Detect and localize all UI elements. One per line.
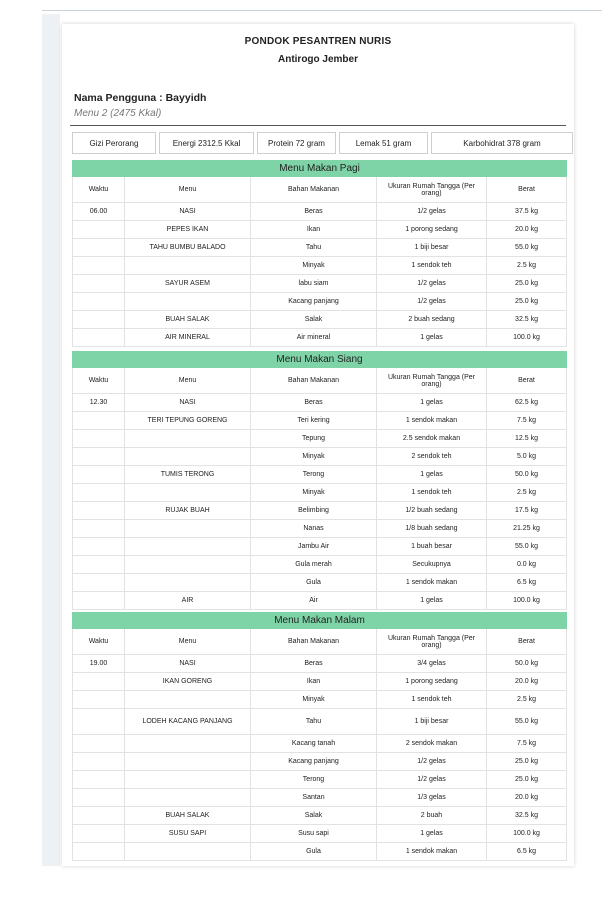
table-row <box>73 807 567 825</box>
table-row <box>73 329 567 347</box>
cell-ingredient: Air mineral <box>251 329 377 347</box>
meal-title-band <box>73 613 567 629</box>
table-row <box>73 203 567 221</box>
cell-time <box>73 502 125 520</box>
cell-menu <box>125 735 251 753</box>
cell-ingredient: Minyak <box>251 484 377 502</box>
column-header: Bahan Makanan <box>251 177 377 203</box>
table-row <box>73 789 567 807</box>
table-row <box>73 221 567 239</box>
cell-weight: 62.5 kg <box>487 394 567 412</box>
cell-ingredient: Kacang panjang <box>251 293 377 311</box>
column-header-row <box>73 177 567 203</box>
cell-portion: 1/2 gelas <box>377 203 487 221</box>
cell-portion: 1 gelas <box>377 466 487 484</box>
table-row <box>73 239 567 257</box>
meal-title: Menu Makan Pagi <box>73 161 567 177</box>
cell-weight: 32.5 kg <box>487 807 567 825</box>
cell-weight: 25.0 kg <box>487 771 567 789</box>
cell-ingredient: Terong <box>251 771 377 789</box>
cell-weight: 5.0 kg <box>487 448 567 466</box>
cell-menu: NASI <box>125 203 251 221</box>
cell-time <box>73 825 125 843</box>
cell-weight: 55.0 kg <box>487 239 567 257</box>
cell-ingredient: Terong <box>251 466 377 484</box>
cell-weight: 7.5 kg <box>487 412 567 430</box>
table-row <box>73 412 567 430</box>
cell-portion: 1 porong sedang <box>377 673 487 691</box>
cell-portion: 2 buah <box>377 807 487 825</box>
column-header: Waktu <box>73 177 125 203</box>
table-row <box>73 753 567 771</box>
cell-weight: 25.0 kg <box>487 753 567 771</box>
cell-weight: 2.5 kg <box>487 257 567 275</box>
cell-portion: 1/2 buah sedang <box>377 502 487 520</box>
cell-ingredient: Nanas <box>251 520 377 538</box>
meal-title-band <box>73 352 567 368</box>
table-row <box>73 311 567 329</box>
meal-title: Menu Makan Malam <box>73 613 567 629</box>
table-row <box>73 655 567 673</box>
left-margin <box>42 14 60 866</box>
top-divider <box>42 10 602 11</box>
user-divider <box>70 125 566 126</box>
meal-table-siang <box>72 351 567 610</box>
cell-time <box>73 412 125 430</box>
cell-menu <box>125 257 251 275</box>
cell-menu <box>125 430 251 448</box>
column-header-row <box>73 629 567 655</box>
cell-time <box>73 239 125 257</box>
cell-menu <box>125 556 251 574</box>
cell-portion: 1 gelas <box>377 329 487 347</box>
institution-location: Antirogo Jember <box>277 54 358 65</box>
cell-weight: 100.0 kg <box>487 825 567 843</box>
cell-portion: 1 biji besar <box>377 709 487 735</box>
cell-portion: 1/2 gelas <box>377 771 487 789</box>
cell-ingredient: Tahu <box>251 709 377 735</box>
cell-time <box>73 807 125 825</box>
cell-time <box>73 556 125 574</box>
column-header: Menu <box>125 629 251 655</box>
cell-ingredient: Ikan <box>251 221 377 239</box>
cell-ingredient: Salak <box>251 807 377 825</box>
table-row <box>73 538 567 556</box>
cell-ingredient: Minyak <box>251 257 377 275</box>
cell-time <box>73 221 125 239</box>
cell-time <box>73 329 125 347</box>
cell-time <box>73 574 125 592</box>
cell-ingredient: Ikan <box>251 673 377 691</box>
summary-protein: Protein 72 gram <box>257 132 336 154</box>
cell-menu: TAHU BUMBU BALADO <box>125 239 251 257</box>
cell-time <box>73 430 125 448</box>
table-row <box>73 502 567 520</box>
cell-ingredient: Salak <box>251 311 377 329</box>
cell-weight: 6.5 kg <box>487 843 567 861</box>
cell-portion: 1 sendok makan <box>377 412 487 430</box>
column-header-row <box>73 368 567 394</box>
cell-menu: TERI TEPUNG GORENG <box>125 412 251 430</box>
cell-portion: 2 buah sedang <box>377 311 487 329</box>
cell-ingredient: Kacang panjang <box>251 753 377 771</box>
cell-portion: 2 sendok makan <box>377 735 487 753</box>
meal-table-pagi <box>72 160 567 347</box>
cell-menu: SUSU SAPI <box>125 825 251 843</box>
table-row <box>73 825 567 843</box>
column-header: Ukuran Rumah Tangga (Per orang) <box>377 177 487 203</box>
cell-ingredient: Belimbing <box>251 502 377 520</box>
cell-ingredient: Gula <box>251 574 377 592</box>
cell-ingredient: Beras <box>251 394 377 412</box>
user-name: Nama Pengguna : Bayyidh <box>74 92 207 104</box>
cell-portion: 1/8 buah sedang <box>377 520 487 538</box>
cell-time <box>73 709 125 735</box>
column-header: Waktu <box>73 629 125 655</box>
cell-time <box>73 448 125 466</box>
table-row <box>73 709 567 735</box>
cell-menu: TUMIS TERONG <box>125 466 251 484</box>
column-header: Menu <box>125 177 251 203</box>
meal-title: Menu Makan Siang <box>73 352 567 368</box>
cell-weight: 2.5 kg <box>487 484 567 502</box>
cell-ingredient: Kacang tanah <box>251 735 377 753</box>
cell-portion: 1 gelas <box>377 592 487 610</box>
cell-ingredient: Minyak <box>251 691 377 709</box>
cell-time: 12.30 <box>73 394 125 412</box>
table-row <box>73 466 567 484</box>
cell-weight: 55.0 kg <box>487 538 567 556</box>
cell-time <box>73 484 125 502</box>
cell-portion: 2 sendok teh <box>377 448 487 466</box>
cell-ingredient: Beras <box>251 203 377 221</box>
cell-time <box>73 691 125 709</box>
cell-portion: 2.5 sendok makan <box>377 430 487 448</box>
table-row <box>73 520 567 538</box>
cell-menu <box>125 293 251 311</box>
cell-menu <box>125 771 251 789</box>
column-header: Bahan Makanan <box>251 368 377 394</box>
cell-time <box>73 293 125 311</box>
cell-time <box>73 257 125 275</box>
cell-menu: NASI <box>125 394 251 412</box>
cell-ingredient: Jambu Air <box>251 538 377 556</box>
cell-time <box>73 538 125 556</box>
cell-weight: 32.5 kg <box>487 311 567 329</box>
cell-menu: AIR MINERAL <box>125 329 251 347</box>
cell-time <box>73 275 125 293</box>
summary-fat: Lemak 51 gram <box>339 132 428 154</box>
cell-menu <box>125 789 251 807</box>
cell-portion: 1/3 gelas <box>377 789 487 807</box>
cell-weight: 100.0 kg <box>487 329 567 347</box>
table-row <box>73 556 567 574</box>
column-header: Waktu <box>73 368 125 394</box>
table-row <box>73 673 567 691</box>
cell-weight: 100.0 kg <box>487 592 567 610</box>
cell-weight: 21.25 kg <box>487 520 567 538</box>
cell-portion: 1 porong sedang <box>377 221 487 239</box>
cell-weight: 50.0 kg <box>487 655 567 673</box>
cell-weight: 20.0 kg <box>487 789 567 807</box>
summary-energy: Energi 2312.5 Kkal <box>159 132 254 154</box>
cell-portion: 1 gelas <box>377 825 487 843</box>
table-row <box>73 592 567 610</box>
table-row <box>73 394 567 412</box>
cell-time: 06.00 <box>73 203 125 221</box>
cell-time <box>73 673 125 691</box>
cell-portion: 1 sendok teh <box>377 691 487 709</box>
table-row <box>73 448 567 466</box>
cell-ingredient: Teri kering <box>251 412 377 430</box>
cell-menu: AIR <box>125 592 251 610</box>
table-row <box>73 574 567 592</box>
cell-portion: 1 sendok teh <box>377 484 487 502</box>
table-row <box>73 735 567 753</box>
cell-menu: NASI <box>125 655 251 673</box>
cell-ingredient: Santan <box>251 789 377 807</box>
cell-ingredient: Minyak <box>251 448 377 466</box>
cell-time <box>73 520 125 538</box>
table-row <box>73 293 567 311</box>
nutrition-summary <box>72 132 566 154</box>
cell-portion: 1/2 gelas <box>377 293 487 311</box>
meal-table-malam <box>72 612 567 861</box>
cell-menu <box>125 538 251 556</box>
table-row <box>73 484 567 502</box>
table-row <box>73 430 567 448</box>
table-row <box>73 257 567 275</box>
cell-portion: 1/2 gelas <box>377 275 487 293</box>
cell-weight: 20.0 kg <box>487 673 567 691</box>
cell-menu <box>125 691 251 709</box>
cell-portion: 1 gelas <box>377 394 487 412</box>
column-header: Berat <box>487 629 567 655</box>
cell-portion: 1 buah besar <box>377 538 487 556</box>
cell-time <box>73 771 125 789</box>
cell-menu <box>125 574 251 592</box>
cell-menu <box>125 843 251 861</box>
column-header: Berat <box>487 177 567 203</box>
cell-time <box>73 735 125 753</box>
cell-weight: 12.5 kg <box>487 430 567 448</box>
cell-time <box>73 592 125 610</box>
table-row <box>73 843 567 861</box>
cell-weight: 50.0 kg <box>487 466 567 484</box>
cell-time <box>73 843 125 861</box>
summary-label: Gizi Perorang <box>72 132 156 154</box>
cell-weight: 0.0 kg <box>487 556 567 574</box>
cell-menu <box>125 520 251 538</box>
cell-weight: 7.5 kg <box>487 735 567 753</box>
cell-menu: PEPES IKAN <box>125 221 251 239</box>
cell-menu: LODEH KACANG PANJANG <box>125 709 251 735</box>
institution-title: PONDOK PESANTREN NURIS <box>244 36 392 47</box>
cell-time <box>73 753 125 771</box>
cell-weight: 25.0 kg <box>487 293 567 311</box>
cell-ingredient: Susu sapi <box>251 825 377 843</box>
cell-portion: 1/2 gelas <box>377 753 487 771</box>
cell-menu: RUJAK BUAH <box>125 502 251 520</box>
cell-ingredient: Air <box>251 592 377 610</box>
menu-label: Menu 2 (2475 Kkal) <box>74 108 162 119</box>
cell-portion: 1 biji besar <box>377 239 487 257</box>
cell-portion: Secukupnya <box>377 556 487 574</box>
cell-menu: BUAH SALAK <box>125 807 251 825</box>
cell-menu: IKAN GORENG <box>125 673 251 691</box>
cell-weight: 25.0 kg <box>487 275 567 293</box>
cell-weight: 37.5 kg <box>487 203 567 221</box>
cell-weight: 55.0 kg <box>487 709 567 735</box>
cell-ingredient: Gula <box>251 843 377 861</box>
cell-weight: 20.0 kg <box>487 221 567 239</box>
column-header: Ukuran Rumah Tangga (Per orang) <box>377 368 487 394</box>
cell-portion: 3/4 gelas <box>377 655 487 673</box>
cell-menu <box>125 484 251 502</box>
cell-menu <box>125 753 251 771</box>
cell-menu: BUAH SALAK <box>125 311 251 329</box>
table-row <box>73 275 567 293</box>
cell-ingredient: Tepung <box>251 430 377 448</box>
cell-portion: 1 sendok makan <box>377 843 487 861</box>
cell-time <box>73 466 125 484</box>
cell-ingredient: Gula merah <box>251 556 377 574</box>
column-header: Bahan Makanan <box>251 629 377 655</box>
column-header: Ukuran Rumah Tangga (Per orang) <box>377 629 487 655</box>
cell-weight: 2.5 kg <box>487 691 567 709</box>
cell-ingredient: Tahu <box>251 239 377 257</box>
cell-ingredient: Beras <box>251 655 377 673</box>
cell-menu <box>125 448 251 466</box>
report-card <box>62 24 574 866</box>
table-row <box>73 691 567 709</box>
cell-time <box>73 789 125 807</box>
cell-weight: 6.5 kg <box>487 574 567 592</box>
column-header: Berat <box>487 368 567 394</box>
cell-weight: 17.5 kg <box>487 502 567 520</box>
cell-portion: 1 sendok teh <box>377 257 487 275</box>
cell-portion: 1 sendok makan <box>377 574 487 592</box>
cell-time: 19.00 <box>73 655 125 673</box>
column-header: Menu <box>125 368 251 394</box>
meal-title-band <box>73 161 567 177</box>
cell-ingredient: labu siam <box>251 275 377 293</box>
cell-time <box>73 311 125 329</box>
cell-menu: SAYUR ASEM <box>125 275 251 293</box>
table-row <box>73 771 567 789</box>
summary-carbs: Karbohidrat 378 gram <box>431 132 573 154</box>
